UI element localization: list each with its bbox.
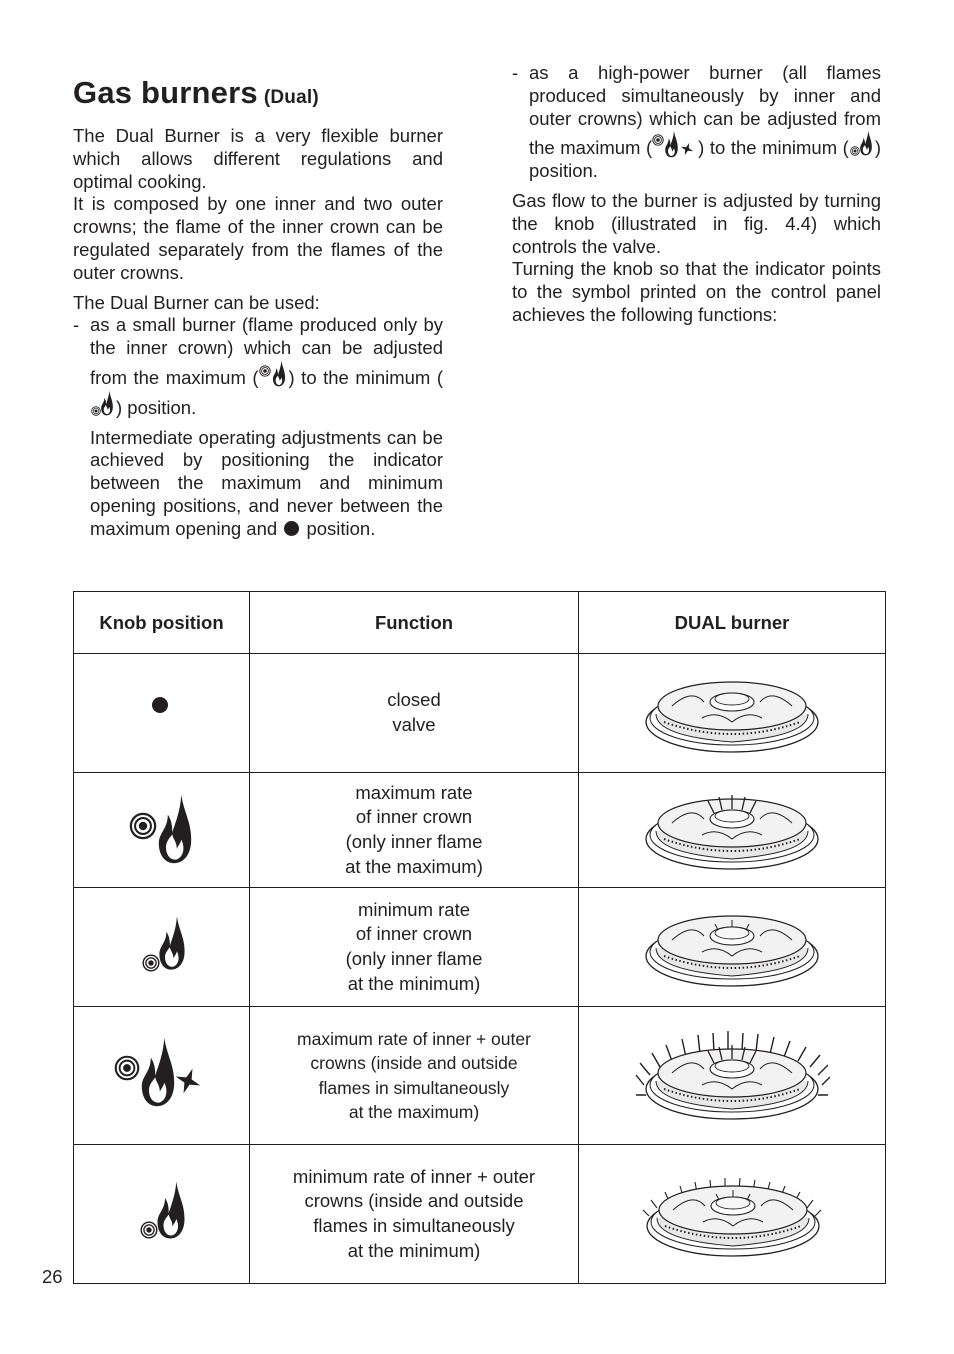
function-cell: closed valve (250, 654, 579, 773)
intermediate-paragraph: Intermediate operating adjustments can be achieved by positioning the indicator between the maximum and minimum opening positions, and never between the maximum opening and position. (90, 426, 443, 539)
function-cell: minimum rate of inner + outer crowns (inside and outside flames in simultaneously at the minimum) (250, 1145, 579, 1284)
table-header-row (74, 592, 886, 654)
closed-dot-icon (284, 521, 299, 536)
functions-table (73, 591, 886, 1284)
left-column (73, 74, 443, 541)
header-knob-position: Knob position (74, 592, 250, 654)
function-cell: maximum rate of inner crown (only inner flame at the maximum) (250, 773, 579, 888)
all-min-icon (132, 1177, 192, 1247)
inner-min-icon (132, 910, 192, 980)
intro-paragraph: The Dual Burner is a very flexible burner which allows different regulations and optimal cooking. (73, 125, 443, 192)
burner-all-min-illustration (639, 1164, 825, 1260)
inner-max-icon (259, 360, 289, 388)
burner-inner-min-illustration (642, 900, 822, 990)
burner-all-max-illustration (634, 1023, 830, 1123)
knob-symbol-cell (74, 1007, 250, 1145)
usage-intro: The Dual Burner can be used: (73, 291, 320, 313)
knob-symbol-cell (74, 773, 250, 888)
burner-illustration-cell (579, 654, 886, 773)
inner-min-icon (90, 390, 116, 418)
knob-symbol-cell (74, 654, 250, 773)
high-power-item: - as a high-power burner (all flames produced simultaneously by inner and outer crowns) which can be adjusted from the maximum ( ) to the minimum ( ) position. (512, 62, 881, 182)
gas-flow-paragraph: Gas flow to the burner is adjusted by turning the knob (illustrated in fig. 4.4) which controls the valve. (512, 189, 881, 257)
inner-max-icon (127, 788, 197, 868)
header-dual-burner: DUAL burner (579, 592, 886, 654)
all-min-icon (849, 130, 875, 158)
knob-symbol-cell (74, 888, 250, 1007)
all-max-icon (112, 1033, 212, 1113)
closed-dot-icon (140, 691, 180, 731)
function-cell: minimum rate of inner crown (only inner flame at the minimum) (250, 888, 579, 1007)
burner-closed-illustration (642, 666, 822, 756)
table-row (74, 654, 886, 773)
knob-symbol-cell (74, 1145, 250, 1284)
burner-illustration-cell (579, 1007, 886, 1145)
composition-paragraph: It is composed by one inner and two outer crowns; the flame of the inner crown can be regulated separately from the flames of the outer crowns. (73, 193, 443, 283)
header-function: Function (250, 592, 579, 654)
knob-turning-paragraph: Turning the knob so that the indicator points to the symbol printed on the control panel achieves the following functions: (512, 258, 881, 325)
page-number: 26 (42, 1266, 63, 1287)
function-cell: maximum rate of inner + outer crowns (inside and outside flames in simultaneously at the maximum) (250, 1007, 579, 1145)
page-subtitle: (Dual) (263, 87, 319, 108)
table-row (74, 1145, 886, 1284)
table-row (74, 1007, 886, 1145)
small-burner-item: - as a small burner (flame produced only by the inner crown) which can be adjusted from the maximum ( ) to the minimum () position. (73, 314, 443, 418)
right-column (512, 62, 881, 327)
burner-illustration-cell (579, 773, 886, 888)
all-max-icon (652, 130, 698, 158)
burner-illustration-cell (579, 1145, 886, 1284)
table-row (74, 888, 886, 1007)
page-title: Gas burners (Dual) (73, 75, 319, 110)
burner-inner-max-illustration (642, 783, 822, 873)
burner-illustration-cell (579, 888, 886, 1007)
table-row (74, 773, 886, 888)
